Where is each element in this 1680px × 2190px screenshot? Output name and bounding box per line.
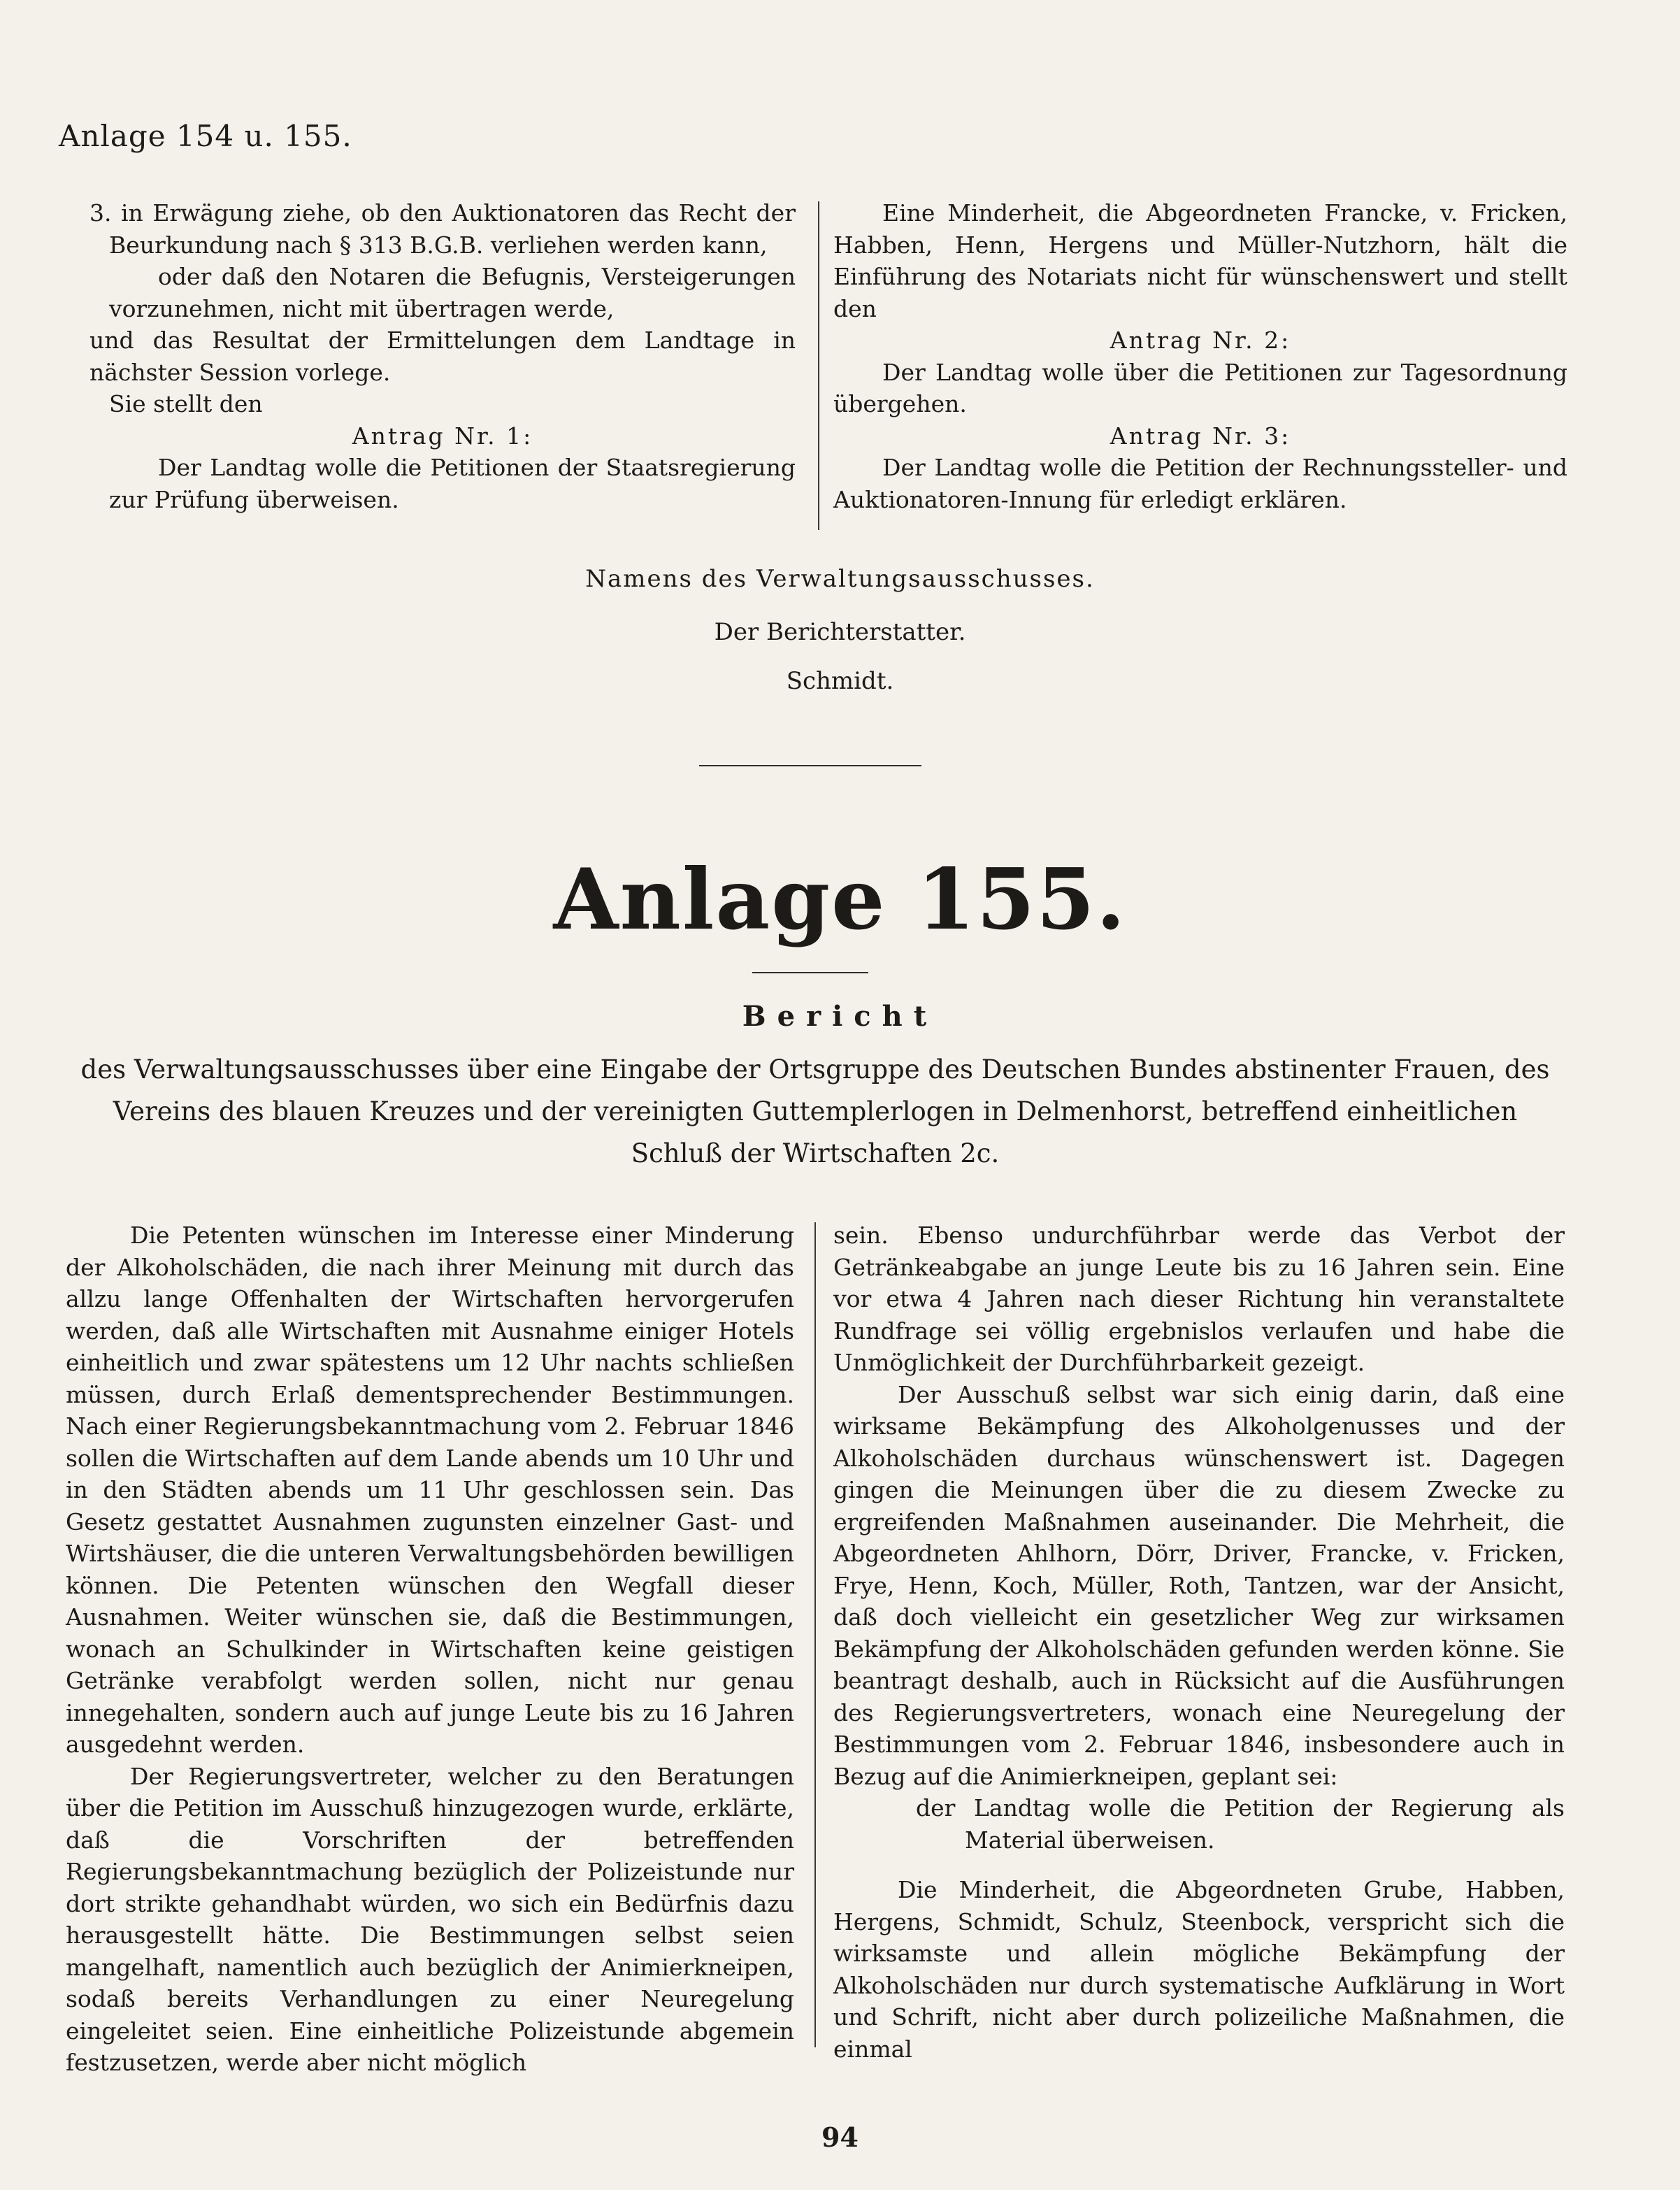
body-paragraph: Die Petenten wünschen im Interesse einer Minderung der Alkoholschäden, die nach ihrer Meinung mit durch das allzu lange Offenhalten der Wirtschaften hervorgerufen werden, daß alle Wirtschaften mit Ausnahme einiger Hotels einheitlich und zwar spätestens um 12 Uhr nachts schließen müssen, durch Erlaß dementsprechender Bestimmungen. Nach einer Regierungsbekanntmachung vom 2. Februar 1846 sollen die Wirtschaften auf dem Lande abends um 10 Uhr und in den Städten abends um 11 Uhr geschlossen sein. Das Gesetz gestattet Ausnahmen zugunsten einzelner Gast- und Wirtshäuser, die die unteren Verwaltungsbehörden bewilligen können. Die Petenten wünschen den Wegfall dieser Ausnahmen. Weiter wünschen sie, daß die Bestimmungen, wonach an Schulkinder in Wirtschaften keine geistigen Getränke verabfolgt werden sollen, nicht nur genau innegehalten, sondern auch auf junge Leute bis zu 16 Jahren ausgedehnt werden. bbox=[66, 1222, 794, 1758]
motion-quote: der Landtag wolle die Petition der Regierung als Material überweisen. bbox=[916, 1794, 1565, 1854]
body-paragraph: Der Regierungsvertreter, welcher zu den Beratungen über die Petition im Ausschuß hinzugezogen wurde, erklärte, daß die Vorschriften der betreffenden Regierungsbekanntmachung bezüglich der Polizeistunde nur dort strikte gehandhabt würden, wo sich ein Bedürfnis dazu herausgestellt hätte. Die Bestimmungen selbst seien mangelhaft, namentlich auch bezüglich der Animierkneipen, sodaß bereits Verhandlungen zu einer Neuregelung eingeleitet seien. Eine einheitliche Polizeistunde abgemein festzusetzen, werde aber nicht möglich bbox=[66, 1762, 794, 2076]
page-header: Anlage 154 u. 155. bbox=[59, 119, 352, 153]
item-3-alternative: oder daß den Notaren die Befugnis, Versteigerungen vorzunehmen, nicht mit übertragen werde, bbox=[109, 263, 796, 322]
motion-2-label: Antrag Nr. 2: bbox=[1110, 327, 1291, 354]
motion-1-text: Der Landtag wolle die Petitionen der Staatsregierung zur Prüfung überweisen. bbox=[109, 454, 796, 513]
signature-rapporteur-title: Der Berichterstatter. bbox=[714, 618, 966, 646]
body-paragraph: Der Ausschuß selbst war sich einig darin, daß eine wirksame Bekämpfung des Alkoholgenusses und der Alkoholschäden durchaus wünschenswert ist. Dagegen gingen die Meinungen über die zu diesem Zwecke zu ergreifenden Maßnahmen auseinander. Die Mehrheit, die Abgeordneten Ahlhorn, Dörr, Driver, Francke, v. Fricken, Frye, Henn, Koch, Müller, Roth, Tantzen, war der Ansicht, daß doch vielleicht ein gesetzlicher Weg zur wirksamen Bekämpfung der Alkoholschäden gefunden werden könne. Sie beantragt deshalb, auch in Rücksicht auf die Ausführungen des Regierungsvertreters, wonach eine Neuregelung der Bestimmungen vom 2. Februar 1846, insbesondere auch in Bezug auf die Animierkneipen, geplant sei: bbox=[833, 1380, 1565, 1790]
appendix-title: Anlage 155. bbox=[553, 850, 1127, 949]
body-paragraph: Die Minderheit, die Abgeordneten Grube, Habben, Hergens, Schmidt, Schulz, Steenbock, verspricht sich die wirksamste und allein mögliche Bekämpfung der Alkoholschäden nur durch systematische Aufklärung in Wort und Schrift, nicht aber durch polizeiliche Maßnahmen, die einmal bbox=[833, 1876, 1565, 2063]
signature-name: Schmidt. bbox=[786, 667, 894, 695]
item-3-text: 3. in Erwägung ziehe, ob den Auktionatoren das Recht der Beurkundung nach § 313 B.G.B. verliehen werden kann, bbox=[89, 199, 796, 259]
top-left-column bbox=[89, 197, 796, 515]
motion-3-text: Der Landtag wolle die Petition der Rechnungssteller- und Auktionatoren-Innung für erledigt erklären. bbox=[833, 454, 1567, 513]
body-left-column bbox=[66, 1219, 794, 2079]
body-right-column bbox=[833, 1219, 1565, 2065]
top-right-column bbox=[833, 197, 1567, 515]
motion-intro: Sie stellt den bbox=[109, 390, 263, 417]
column-divider-top bbox=[818, 201, 819, 530]
section-divider bbox=[699, 765, 921, 766]
column-divider-body bbox=[814, 1222, 816, 2047]
motion-3-label: Antrag Nr. 3: bbox=[1110, 422, 1291, 450]
report-subtitle: des Verwaltungsausschusses über eine Eingabe der Ortsgruppe des Deutschen Bundes abstinenter Frauen, des Vereins des blauen Kreuzes und der vereinigten Guttemplerlogen in Delmenhorst, betreffend einheitlichen Schluß der Wirtschaften 2c. bbox=[80, 1054, 1550, 1168]
minority-statement: Eine Minderheit, die Abgeordneten Francke, v. Fricken, Habben, Henn, Hergens und Müller-Nutzhorn, hält die Einführung des Notariats nicht für wünschenswert und stellt den bbox=[833, 199, 1567, 322]
report-heading: Bericht bbox=[742, 1000, 938, 1033]
motion-2-text: Der Landtag wolle über die Petitionen zur Tagesordnung übergehen. bbox=[833, 358, 1567, 417]
item-3-closing: und das Resultat der Ermittelungen dem Landtage in nächster Session vorlege. bbox=[89, 327, 796, 386]
signature-committee: Namens des Verwaltungsausschusses. bbox=[585, 565, 1095, 593]
title-underline bbox=[752, 972, 868, 973]
body-paragraph: sein. Ebenso undurchführbar werde das Verbot der Getränkeabgabe an junge Leute bis zu 16 Jahren sein. Eine vor etwa 4 Jahren nach dieser Richtung hin veranstaltete Rundfrage sei völlig ergebnislos verlaufen und habe die Unmöglichkeit der Durchführbarkeit gezeigt. bbox=[833, 1222, 1565, 1376]
page-number: 94 bbox=[821, 2121, 859, 2153]
motion-1-label: Antrag Nr. 1: bbox=[352, 422, 533, 450]
